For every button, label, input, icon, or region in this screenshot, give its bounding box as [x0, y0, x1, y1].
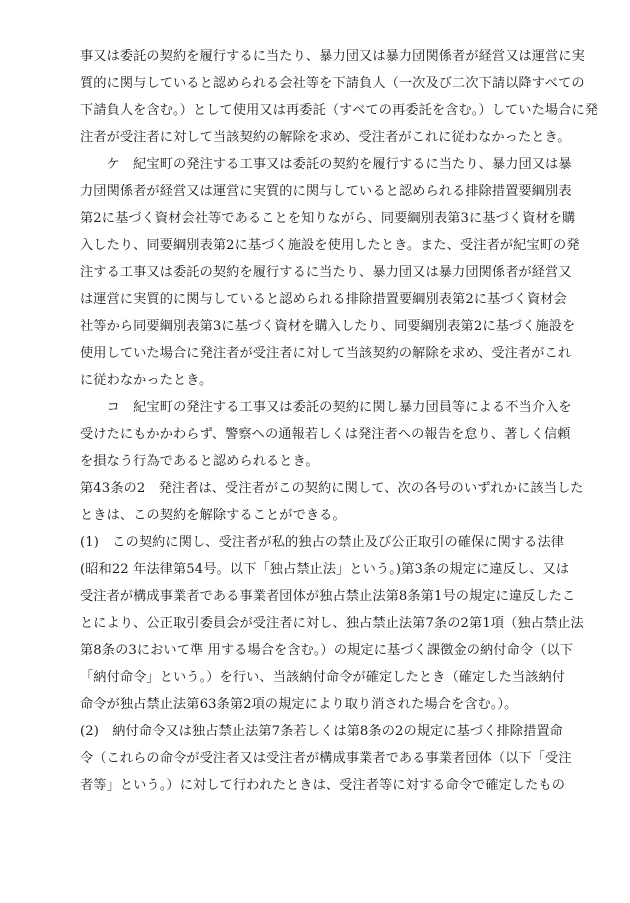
text-line: とにより、公正取引委員会が受注者に対し、独占禁止法第7条の2第1項（独占禁止法	[80, 616, 584, 631]
text-line: (昭和22 年法律第54号。以下「独占禁止法」という。)第3条の規定に違反し、又は	[80, 562, 570, 577]
text-line: コ 紀宝町の発注する工事又は委託の契約に関し暴力団員等による不当介入を	[80, 400, 572, 415]
text-line: 使用していた場合に発注者が受注者に対して当該契約の解除を求め、受注者がこれ	[80, 346, 572, 361]
text-line: 「納付命令」という。）を行い、当該納付命令が確定したとき（確定した当該納付	[80, 670, 566, 685]
text-line: 受けたにもかかわらず、警察への通報若しくは発注者への報告を怠り、著しく信頼	[80, 427, 571, 442]
text-line: を損なう行為であると認められるとき。	[80, 454, 319, 469]
text-line: 受注者が構成事業者である事業者団体が独占禁止法第8条第1号の規定に違反したこ	[80, 589, 576, 604]
text-line: 注する工事又は委託の契約を履行するに当たり、暴力団又は暴力団関係者が経営又	[80, 265, 572, 280]
text-line: に従わなかったとき。	[80, 373, 213, 388]
text-line: 事又は委託の契約を履行するに当たり、暴力団又は暴力団関係者が経営又は運営に実	[80, 49, 585, 64]
text-line: 社等から同要綱別表第3に基づく資材を購入したり、同要綱別表第2に基づく施設を	[80, 319, 576, 334]
text-line: 注者が受注者に対して当該契約の解除を求め、受注者がこれに従わなかったとき。	[80, 130, 571, 145]
text-line: (1) この契約に関し、受注者が私的独占の禁止及び公正取引の確保に関する法律	[80, 535, 565, 550]
text-line: (2) 納付命令又は独占禁止法第7条若しくは第8条の2の規定に基づく排除措置命	[80, 724, 563, 739]
text-line: は運営に実質的に関与していると認められる排除措置要綱別表第2に基づく資材会	[80, 292, 567, 307]
text-line: 下請負人を含む。）として使用又は再委託（すべての再委託を含む。）していた場合に発	[80, 103, 599, 118]
text-line: 第8条の3において準 用する場合を含む。）の規定に基づく課徴金の納付命令（以下	[80, 643, 574, 658]
text-line: 令（これらの命令が受注者又は受注者が構成事業者である事業者団体（以下「受注	[80, 751, 572, 766]
text-line: 第43条の2 発注者は、受注者がこの契約に関して、次の各号のいずれかに該当した	[80, 481, 584, 496]
text-line: 入したり、同要綱別表第2に基づく施設を使用したとき。また、受注者が紀宝町の発	[80, 238, 580, 253]
text-line: 力団関係者が経営又は運営に実質的に関与していると認められる排除措置要綱別表	[80, 184, 572, 199]
text-line: 第2に基づく資材会社等であることを知りながら、同要綱別表第3に基づく資材を購	[80, 211, 576, 226]
text-line: 者等」という。）に対して行われたときは、受注者等に対する命令で確定したもの	[80, 778, 566, 793]
text-line: 質的に関与していると認められる会社等を下請負人（一次及び二次下請以降すべての	[80, 76, 585, 91]
text-line: ときは、この契約を解除することができる。	[80, 508, 346, 523]
text-line: 命令が独占禁止法第63条第2項の規定により取り消された場合を含む。）。	[80, 697, 518, 712]
text-line: ケ 紀宝町の発注する工事又は委託の契約を履行するに当たり、暴力団又は暴	[80, 157, 572, 172]
